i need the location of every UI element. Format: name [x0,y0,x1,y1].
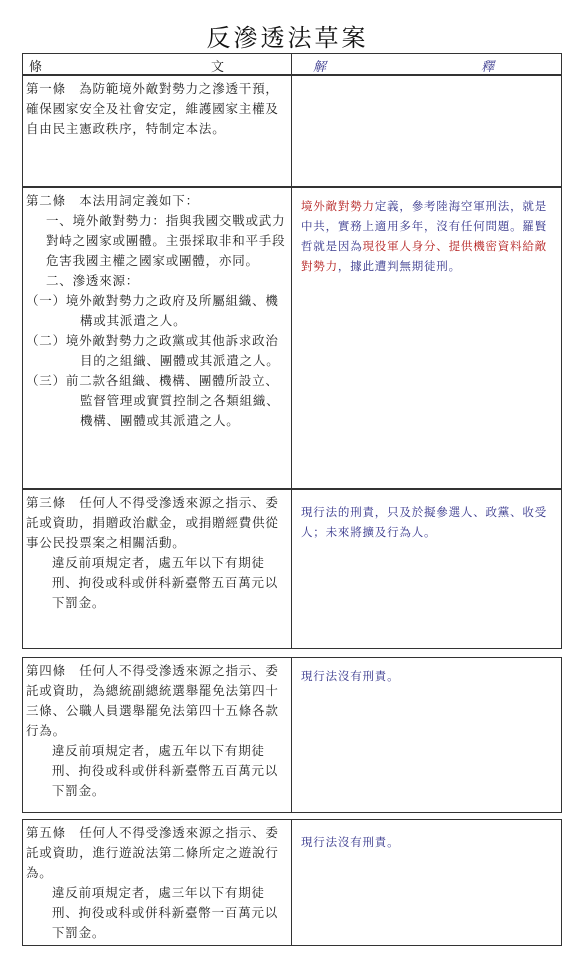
definition-label: 二、滲透來源： [46,273,140,288]
article-4-penalty: 違反前項規定者，處五年以下有期徒刑、拘役或科或併科新臺幣五百萬元以下罰金。 [52,743,279,798]
header-explanation: 解 釋 [313,60,496,75]
header-provision: 條 文 [29,60,226,75]
definition-subitem [26,331,288,371]
table-row-article-4 [22,657,562,813]
document-title: 反滲透法草案 [206,24,369,52]
table-row-article-3 [22,489,562,649]
subitem-text: 境外敵對勢力之政府及所屬組織、機構或其派遣之人。 [65,293,279,328]
article-4-text [26,661,288,801]
article-3-note: 現行法的刑責，只及於擬參選人、政黨、收受人；未來將擴及行為人。 [301,505,547,539]
article-2-intro: 第二條 本法用詞定義如下： [26,193,199,208]
column-divider [291,76,292,186]
article-5-penalty: 違反前項規定者，處三年以下有期徒刑、拘役或科或併科新臺幣一百萬元以下罰金。 [52,885,279,940]
definition-item [26,211,288,271]
article-3-text [26,493,288,613]
subitem-label: （一） [26,293,66,308]
subitem-text: 前二款各組織、機構、團體所設立、監督管理或實質控制之各類組織、機構、團體或其派遣之人。 [65,373,280,428]
article-1-text: 第一條 為防範境外敵對勢力之滲透干預，確保國家安全及社會安定，維護國家主權及自由民主憲政秩序，特制定本法。 [26,81,279,136]
table-header [22,53,562,75]
table-row-article-1 [22,75,562,187]
article-4-clause: 第四條 任何人不得受滲透來源之指示、委託或資助，為總統副總統選舉罷免法第四十三條、公職人員選舉罷免法第四十五條各款行為。 [26,663,279,738]
column-divider [291,820,292,945]
note-highlight: 現役軍人身分、提供機密資料給敵對勢力 [301,239,547,273]
subitem-label: （二） [26,333,66,348]
article-5-note: 現行法沒有刑責。 [301,835,400,849]
article-3-clause: 第三條 任何人不得受滲透來源之指示、委託或資助，捐贈政治獻金，或捐贈經費供從事公民投票案之相關活動。 [26,495,279,550]
column-divider [291,188,292,488]
draft-law-table [22,53,562,946]
column-divider [291,490,292,648]
definition-label: 一、境外敵對勢力： [46,213,166,228]
note-text: 定義，參考陸海空軍刑法，就是中共，實務上適用多年，沒有任何問題。羅賢哲就是因為 [301,199,548,253]
article-3-penalty: 違反前項規定者，處五年以下有期徒刑、拘役或科或併科新臺幣五百萬元以下罰金。 [52,555,279,610]
column-divider [291,54,292,74]
table-row-article-2 [22,187,562,489]
note-text: ，據此遭判無期徒刑。 [337,259,461,273]
article-5-clause: 第五條 任何人不得受滲透來源之指示、委託或資助，進行遊說法第二條所定之遊說行為。 [26,825,279,880]
definition-item [26,271,288,291]
article-2-note [301,196,551,276]
column-divider [291,658,292,812]
article-2-text [26,191,288,431]
article-5-text [26,823,288,943]
note-highlight: 境外敵對勢力 [301,199,375,213]
definition-subitem [26,291,288,331]
table-row-article-5 [22,819,562,946]
article-4-note: 現行法沒有刑責。 [301,669,400,683]
subitem-text: 境外敵對勢力之政黨或其他訴求政治目的之組織、團體或其派遣之人。 [65,333,280,368]
definition-text: 指與我國交戰或武力對峙之國家或團體。主張採取非和平手段危害我國主權之國家或團體，亦同。 [46,213,286,268]
definition-subitem [26,371,288,431]
subitem-label: （三） [26,373,66,388]
